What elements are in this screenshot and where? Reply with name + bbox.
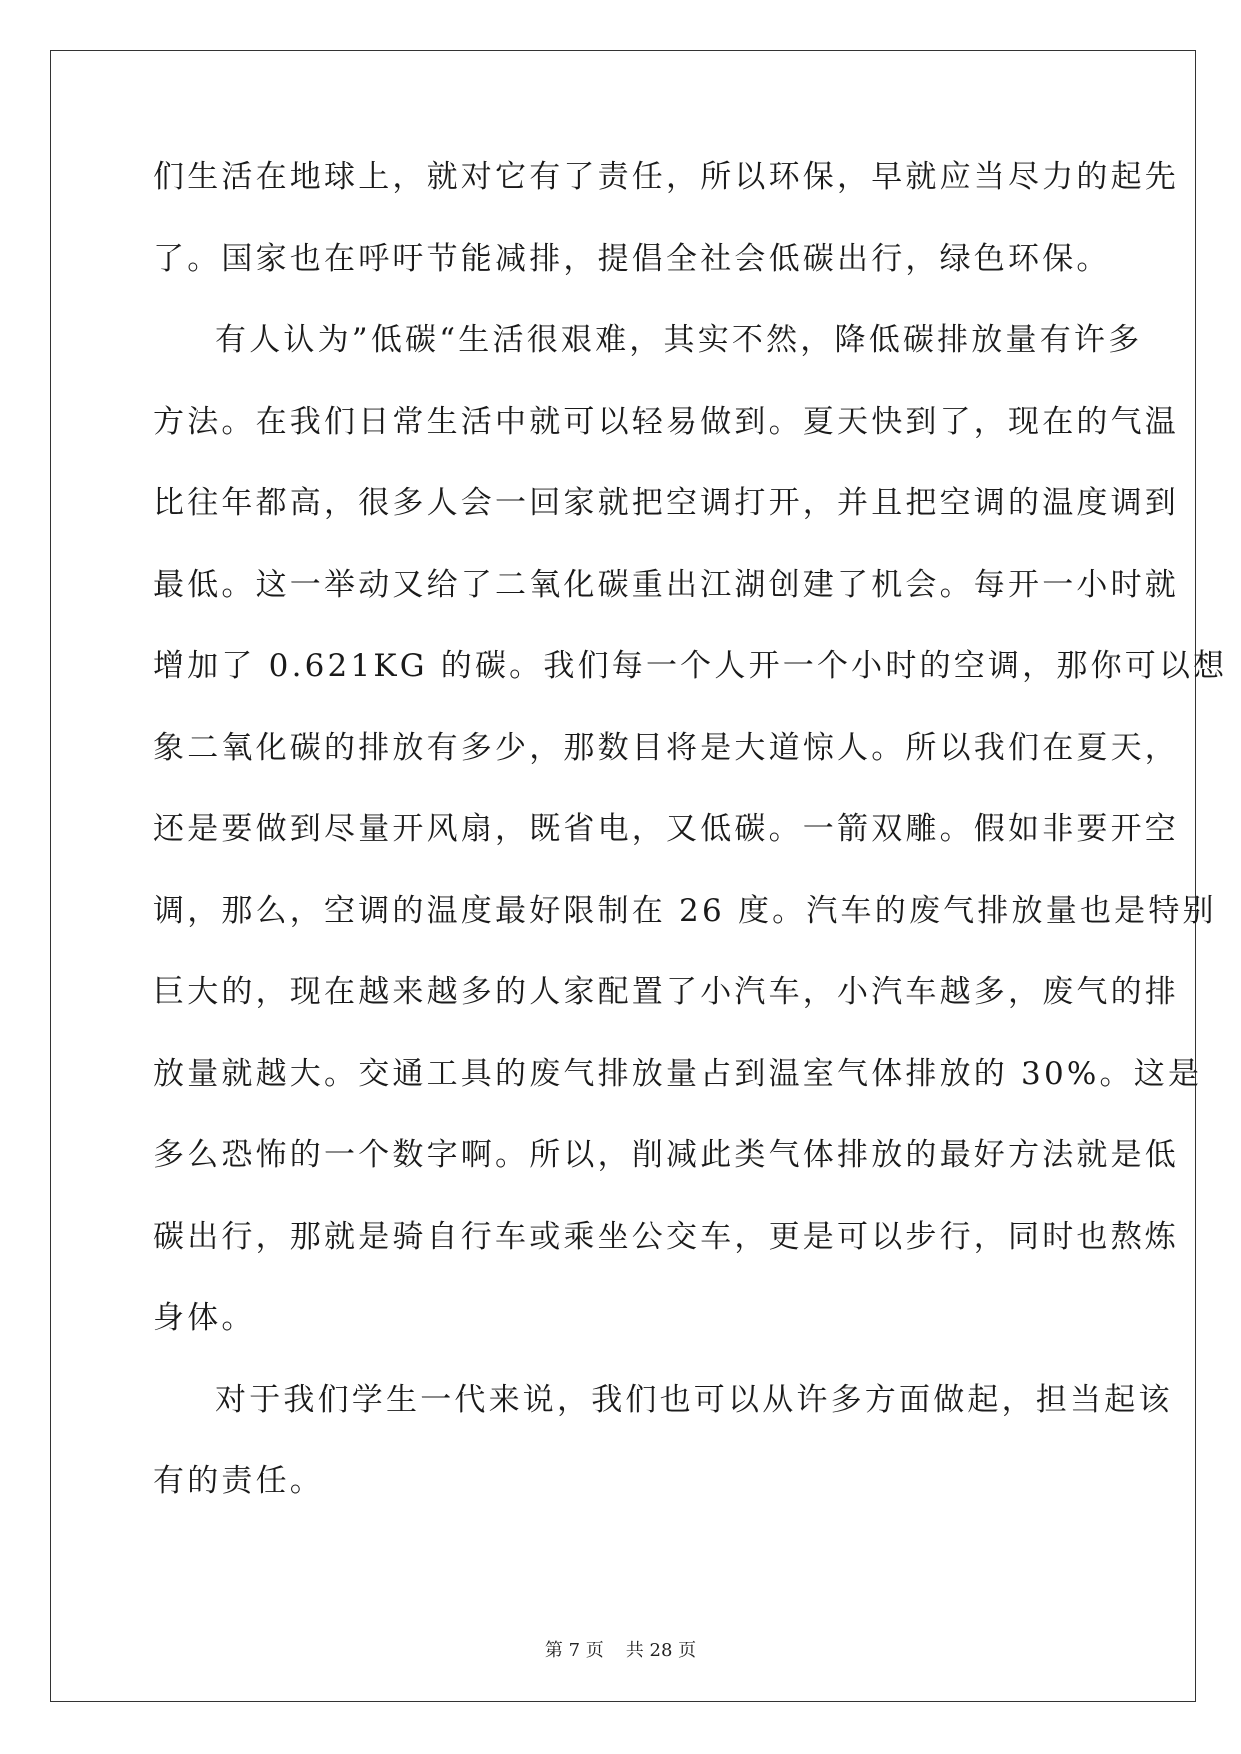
text-line: 了。国家也在呼吁节能减排，提倡全社会低碳出行，绿色环保。 xyxy=(153,240,1111,277)
text-line: 巨大的，现在越来越多的人家配置了小汽车，小汽车越多，废气的排 xyxy=(153,974,1179,1010)
text-line: 多么恐怖的一个数字啊。所以，削减此类气体排放的最好方法就是低 xyxy=(153,1137,1179,1173)
text-line: 增加了 0.621KG 的碳。我们每一个人开一个小时的空调，那你可以想 xyxy=(153,648,1228,684)
paragraph-start-line: 对于我们学生一代来说，我们也可以从许多方面做起，担当起该 xyxy=(215,1381,1173,1418)
document-body xyxy=(153,159,1228,1546)
text-line: 碳出行，那就是骑自行车或乘坐公交车，更是可以步行，同时也熬炼 xyxy=(153,1218,1179,1255)
text-line: 身体。 xyxy=(153,1300,256,1336)
text-line: 象二氧化碳的排放有多少，那数目将是大道惊人。所以我们在夏天， xyxy=(153,729,1179,766)
text-line: 放量就越大。交通工具的废气排放量占到温室气体排放的 30%。这是 xyxy=(153,1055,1203,1092)
total-pages: 共 28 页 xyxy=(625,1640,697,1661)
paragraph-start-line: 有人认为”低碳“生活很艰难，其实不然，降低碳排放量有许多 xyxy=(215,322,1143,358)
text-line: 有的责任。 xyxy=(153,1463,324,1499)
text-line: 最低。这一举动又给了二氧化碳重出江湖创建了机会。每开一小时就 xyxy=(153,566,1179,603)
page-number: 第 7 页 xyxy=(544,1640,604,1661)
page-footer xyxy=(0,1636,1241,1662)
text-line: 还是要做到尽量开风扇，既省电，又低碳。一箭双雕。假如非要开空 xyxy=(153,811,1179,847)
text-line: 们生活在地球上，就对它有了责任，所以环保，早就应当尽力的起先 xyxy=(153,159,1179,195)
text-line: 方法。在我们日常生活中就可以轻易做到。夏天快到了，现在的气温 xyxy=(153,403,1179,440)
text-line: 调，那么，空调的温度最好限制在 26 度。汽车的废气排放量也是特别 xyxy=(153,892,1217,929)
text-line: 比往年都高，很多人会一回家就把空调打开，并且把空调的温度调到 xyxy=(153,485,1179,521)
